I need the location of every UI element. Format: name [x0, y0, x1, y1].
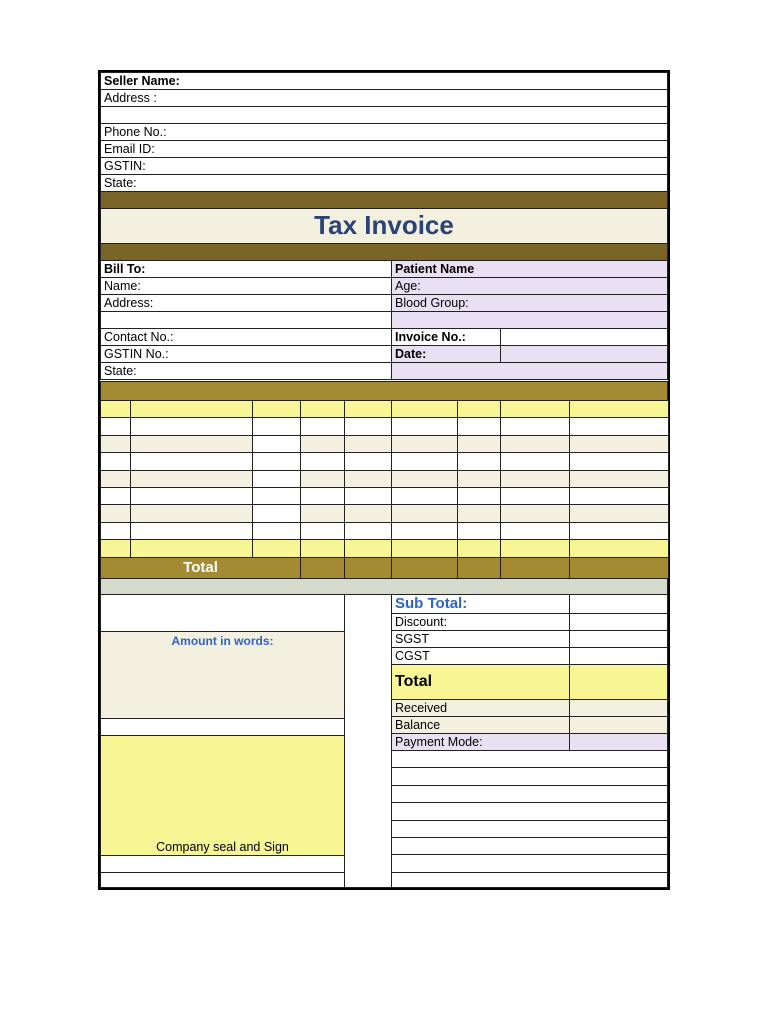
items-cell[interactable] — [300, 452, 345, 470]
seller-address-line2[interactable] — [100, 106, 668, 124]
items-cell[interactable] — [300, 487, 345, 505]
title-band-top — [100, 191, 668, 209]
items-cell[interactable] — [500, 435, 570, 453]
notes-line[interactable] — [391, 767, 668, 785]
items-cell[interactable] — [457, 487, 501, 505]
items-header-cell[interactable] — [344, 400, 392, 418]
items-cell[interactable] — [569, 504, 669, 522]
patient-blank-row[interactable] — [391, 362, 668, 380]
items-cell[interactable] — [100, 504, 131, 522]
items-cell[interactable] — [569, 470, 669, 488]
items-header-cell[interactable] — [252, 400, 301, 418]
items-total-cell[interactable] — [391, 557, 458, 579]
items-cell[interactable] — [130, 487, 253, 505]
sgst-value[interactable] — [569, 630, 668, 648]
items-cell[interactable] — [391, 504, 458, 522]
words-bottom-line[interactable] — [100, 718, 345, 736]
items-cell[interactable] — [130, 452, 253, 470]
items-cell[interactable] — [252, 470, 301, 488]
patient-extra-row[interactable] — [391, 311, 668, 329]
items-cell[interactable] — [100, 470, 131, 488]
items-header-cell[interactable] — [100, 400, 131, 418]
items-cell[interactable] — [130, 470, 253, 488]
bill-to-address-label[interactable]: Address: — [100, 294, 392, 312]
seal-line-1[interactable] — [100, 855, 345, 873]
company-seal-label: Company seal and Sign — [156, 840, 289, 854]
items-total-cell[interactable] — [569, 557, 669, 579]
items-cell[interactable] — [100, 487, 131, 505]
items-cell[interactable] — [391, 435, 458, 453]
items-cell[interactable] — [100, 539, 131, 557]
items-cell[interactable] — [500, 417, 570, 435]
items-cell[interactable] — [457, 470, 501, 488]
seller-state-label[interactable]: State: — [100, 174, 668, 192]
items-cell[interactable] — [300, 539, 345, 557]
items-cell[interactable] — [391, 487, 458, 505]
grand-total-value[interactable] — [569, 664, 668, 700]
items-header-cell[interactable] — [300, 400, 345, 418]
items-cell[interactable] — [252, 452, 301, 470]
seller-gstin-label[interactable]: GSTIN: — [100, 157, 668, 175]
seller-email-label[interactable]: Email ID: — [100, 140, 668, 158]
items-header-cell[interactable] — [500, 400, 570, 418]
sgst-label: SGST — [391, 630, 570, 648]
items-cell[interactable] — [100, 417, 131, 435]
grand-total-label: Total — [391, 664, 570, 700]
items-cell[interactable] — [391, 522, 458, 540]
payment-mode-value[interactable] — [569, 733, 668, 751]
amount-in-words-label: Amount in words: — [171, 634, 274, 648]
items-cell[interactable] — [252, 417, 301, 435]
items-cell[interactable] — [100, 522, 131, 540]
subtotal-label: Sub Total: — [391, 594, 570, 614]
items-cell[interactable] — [457, 417, 501, 435]
words-top-box[interactable] — [100, 594, 345, 632]
spacer-column — [344, 594, 392, 888]
cgst-label: CGST — [391, 647, 570, 665]
bill-to-name-label[interactable]: Name: — [100, 277, 392, 295]
items-cell[interactable] — [500, 522, 570, 540]
bill-to-state-label[interactable]: State: — [100, 362, 392, 380]
items-cell[interactable] — [391, 539, 458, 557]
items-cell[interactable] — [252, 504, 301, 522]
received-value[interactable] — [569, 699, 668, 717]
bill-to-gstin-label[interactable]: GSTIN No.: — [100, 345, 392, 363]
notes-line[interactable] — [391, 785, 668, 803]
items-cell[interactable] — [252, 539, 301, 557]
items-header-cell[interactable] — [569, 400, 669, 418]
blood-group-label[interactable]: Blood Group: — [391, 294, 668, 312]
items-header-cell[interactable] — [130, 400, 253, 418]
items-cell[interactable] — [457, 504, 501, 522]
items-cell[interactable] — [569, 539, 669, 557]
items-cell[interactable] — [457, 435, 501, 453]
items-cell[interactable] — [344, 539, 392, 557]
items-cell[interactable] — [344, 522, 392, 540]
items-cell[interactable] — [344, 452, 392, 470]
items-total-cell[interactable] — [344, 557, 392, 579]
seller-name-label[interactable]: Seller Name: — [100, 72, 668, 90]
bill-to-address-line2[interactable] — [100, 311, 392, 329]
payment-mode-label: Payment Mode: — [391, 733, 570, 751]
seller-phone-label[interactable]: Phone No.: — [100, 123, 668, 141]
items-band — [100, 381, 668, 401]
balance-value[interactable] — [569, 716, 668, 734]
items-cell[interactable] — [130, 504, 253, 522]
items-cell[interactable] — [500, 487, 570, 505]
items-cell[interactable] — [500, 470, 570, 488]
bill-to-heading: Bill To: — [100, 260, 392, 278]
items-cell[interactable] — [344, 435, 392, 453]
items-cell[interactable] — [457, 522, 501, 540]
title-band-bottom — [100, 243, 668, 261]
date-field[interactable] — [500, 345, 668, 363]
items-cell[interactable] — [300, 435, 345, 453]
items-cell[interactable] — [500, 452, 570, 470]
date-label: Date: — [391, 345, 501, 363]
company-seal-box[interactable] — [100, 735, 345, 856]
notes-line[interactable] — [391, 854, 668, 872]
items-cell[interactable] — [457, 539, 501, 557]
items-total-cell[interactable] — [500, 557, 570, 579]
balance-label: Balance — [391, 716, 570, 734]
invoice-title: Tax Invoice — [100, 208, 668, 244]
notes-line[interactable] — [391, 802, 668, 820]
items-cell[interactable] — [100, 452, 131, 470]
notes-line[interactable] — [391, 820, 668, 838]
items-cell[interactable] — [300, 417, 345, 435]
bill-to-contact-label[interactable]: Contact No.: — [100, 328, 392, 346]
items-total-cell[interactable] — [300, 557, 345, 579]
items-cell[interactable] — [300, 504, 345, 522]
notes-line[interactable] — [391, 837, 668, 855]
invoice-no-label: Invoice No.: — [391, 328, 501, 346]
items-cell[interactable] — [252, 487, 301, 505]
cgst-value[interactable] — [569, 647, 668, 665]
received-label: Received — [391, 699, 570, 717]
items-cell[interactable] — [300, 522, 345, 540]
items-cell[interactable] — [344, 417, 392, 435]
notes-line[interactable] — [391, 872, 668, 888]
items-cell[interactable] — [569, 487, 669, 505]
seller-address-label[interactable]: Address : — [100, 89, 668, 107]
amount-in-words-box[interactable] — [100, 631, 345, 719]
items-total-cell[interactable] — [457, 557, 501, 579]
items-cell[interactable] — [344, 470, 392, 488]
items-cell[interactable] — [569, 435, 669, 453]
items-cell[interactable] — [300, 470, 345, 488]
items-cell[interactable] — [500, 504, 570, 522]
items-cell[interactable] — [457, 452, 501, 470]
items-cell[interactable] — [130, 522, 253, 540]
items-cell[interactable] — [569, 417, 669, 435]
items-total-label: Total — [100, 557, 301, 579]
seal-line-2[interactable] — [100, 872, 345, 888]
items-cell[interactable] — [100, 435, 131, 453]
discount-value[interactable] — [569, 613, 668, 631]
items-cell[interactable] — [500, 539, 570, 557]
age-label[interactable]: Age: — [391, 277, 668, 295]
invoice-no-field[interactable] — [500, 328, 668, 346]
items-cell[interactable] — [344, 504, 392, 522]
items-cell[interactable] — [344, 487, 392, 505]
items-cell[interactable] — [391, 417, 458, 435]
items-header-cell[interactable] — [457, 400, 501, 418]
items-cell[interactable] — [130, 539, 253, 557]
items-cell[interactable] — [391, 470, 458, 488]
items-cell[interactable] — [252, 435, 301, 453]
items-cell[interactable] — [130, 435, 253, 453]
items-cell[interactable] — [252, 522, 301, 540]
items-cell[interactable] — [569, 522, 669, 540]
items-cell[interactable] — [569, 452, 669, 470]
subtotal-value[interactable] — [569, 594, 668, 614]
invoice-sheet — [98, 70, 670, 890]
items-cell[interactable] — [130, 417, 253, 435]
items-header-cell[interactable] — [391, 400, 458, 418]
items-cell[interactable] — [391, 452, 458, 470]
patient-name-label[interactable]: Patient Name — [391, 260, 668, 278]
notes-line[interactable] — [391, 750, 668, 768]
discount-label: Discount: — [391, 613, 570, 631]
